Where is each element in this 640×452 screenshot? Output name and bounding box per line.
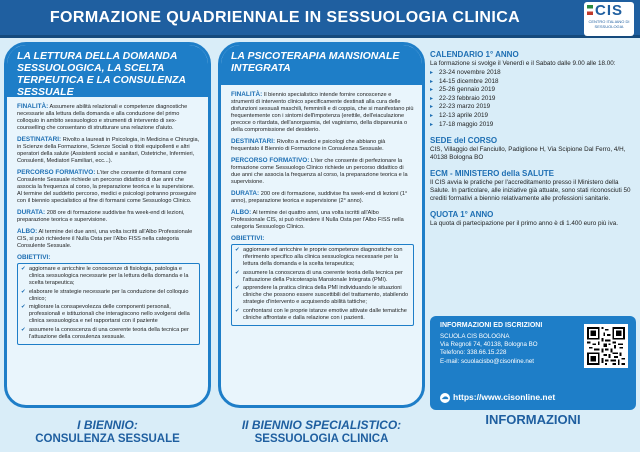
globe-icon: ☁: [441, 393, 449, 401]
list-item: ▸ 22-23 febbraio 2019: [430, 95, 636, 104]
list-item: ✔ assumere la conoscenza di una coerente teoria della tecnica per l'attuazione della Psicoterapia Mansionale Integrata (PMI).: [235, 270, 410, 284]
ecm-text: Il CIS avvia le pratiche per l'accreditamento presso il Ministero della Salute. In particolare, alle iniziative già attuate, sono stati riconosciuti 50 crediti formativi a biennio relativamente alle professioni sanitarie.: [430, 179, 631, 203]
durata-text: 200 ore di formazione, suddivise fra week-end di lezioni (1° anno), preparazione teorica e supervisione (2° anno).: [231, 191, 408, 204]
finalita-section: [231, 91, 414, 134]
first-biennium-panel: [4, 42, 211, 408]
info-caption: INFORMAZIONI: [485, 412, 581, 427]
list-item: ✔ apprendere la pratica clinica della PMI individuando le situazioni cliniche che possono essere suscettibili del trattamento, stabilendo strategie d'intervento e acquisendo abilità tattiche;: [235, 285, 410, 306]
list-item: ✔ migliorare la consapevolezza delle componenti personali, professionali e istituzionali che interagiscono nello svolgersi della clinica sessuologica e nel rapportarsi con il paziente: [21, 304, 196, 325]
panel-heading: LA LETTURA DELLA DOMANDA SESSUOLOGICA, LA SCELTA TERPEUTICA E LA CONSULENZA SESSUALE: [7, 45, 208, 97]
calendar-title: CALENDARIO 1° ANNO: [430, 50, 519, 59]
website-url: https://www.cisonline.net: [453, 392, 556, 402]
obiettivi-list: [231, 244, 414, 326]
percorso-section: [17, 169, 200, 205]
list-item: ▸ 12-13 aprile 2019: [430, 112, 636, 121]
percorso-label: PERCORSO FORMATIVO:: [17, 169, 96, 176]
finalita-label: FINALITÀ:: [17, 103, 49, 110]
caption-line: SESSUOLOGIA CLINICA: [254, 433, 389, 445]
ecm-title: ECM - MINISTERO della SALUTE: [430, 169, 555, 179]
sede-section: [430, 136, 636, 162]
list-item: ✔ confrontarsi con le proprie istanze emotive attivate dalle tematiche cliniche affrontate e dalla relazione con i pazienti.: [235, 308, 410, 322]
second-biennium-caption: [218, 418, 425, 446]
destinatari-section: [231, 138, 414, 153]
second-biennium-panel: [218, 42, 425, 408]
contact-box: [430, 316, 636, 410]
ecm-section: [430, 169, 636, 203]
sede-text: CIS, Villaggio del Fanciullo, Padiglione H, Via Scipione Dal Ferro, 4/H, 40138 Bologna BO: [430, 146, 626, 162]
header-bar: [0, 0, 640, 38]
durata-text: 208 ore di formazione suddivise fra week-end di lezioni, preparazione teorica e supervisione.: [17, 210, 185, 223]
albo-section: [231, 209, 414, 231]
list-item: ✔ aggiornare e arricchire le conoscenze di fisiologia, patologia e clinica sessuologica necessarie per la lettura della domanda e la scelta terapeutica;: [21, 266, 196, 287]
finalita-text: Il biennio specialistico intende fornire conoscenze e strumenti di intervento clinico specificamente destinati alla cura delle disfunzioni sessuali maschili, femminili e di coppia, che si manifestano più frequentemente con i sintomi dell'impotenza (erettile, dell'eiaculazione precoce o ritardata, dell'anorgasmia, del vaginismo, della dispareunia o della compromissione del desiderio.: [231, 92, 414, 133]
destinatari-text: Rivolto a laureati in Psicologia, in Medicina e Chirurgia, in Scienze della Formazione, Scienze Sociali o titoli equipollenti e altri operatori della salute (Assistenti sociali e sanitari, Ostetriche, Infermieri, Consulenti, Mediatori Familiari, ecc...).: [17, 137, 200, 164]
contact-details: [440, 333, 575, 366]
obiettivi-label: OBIETTIVI:: [17, 254, 51, 261]
quota-text: La quota di partecipazione per il primo anno è di 1.400 euro più iva.: [430, 220, 618, 228]
calendar-dates: [430, 69, 636, 129]
albo-label: ALBO:: [231, 209, 252, 216]
list-item: ▸ 25-26 gennaio 2019: [430, 86, 636, 95]
quota-section: [430, 210, 636, 228]
obiettivi-list: [17, 263, 200, 345]
caption-line: II BIENNIO SPECIALISTICO:: [241, 418, 402, 432]
caption-line: CONSULENZA SESSUALE: [35, 433, 180, 445]
obiettivi-label: OBIETTIVI:: [231, 235, 265, 242]
finalita-label: FINALITÀ:: [231, 91, 263, 98]
destinatari-label: DESTINATARI:: [17, 136, 62, 143]
quota-title: QUOTA 1° ANNO: [430, 210, 494, 220]
list-item: ✔ assumere la conoscenza di una coerente teoria della tecnica per l'attuazione della consulenza sessuale.: [21, 327, 196, 341]
qr-code-icon[interactable]: [584, 324, 628, 368]
destinatari-text: Rivolto a medici e psicologi che abbiano già frequentato il Biennio di Formazione in Consulenza Sessuale.: [231, 139, 386, 152]
page-title: FORMAZIONE QUADRIENNALE IN SESSUOLOGIA CLINICA: [49, 9, 521, 26]
durata-section: [231, 190, 414, 205]
website-link[interactable]: [440, 392, 555, 403]
percorso-section: [231, 157, 414, 186]
caption-line: I BIENNIO:: [77, 418, 138, 432]
percorso-label: PERCORSO FORMATIVO:: [231, 157, 310, 164]
italian-flag-icon: [587, 5, 593, 15]
list-item: ▸ 17-18 maggio 2019: [430, 121, 636, 130]
contact-line: SCUOLA CIS BOLOGNA: [440, 333, 510, 340]
percorso-text: L'iter che consente di perfezionare la formazione come Sessuologo Clinico richiede un percorso didattico di due anni che associa la frequenza al corso, la preparazione teorica e la supervisione.: [231, 158, 408, 185]
durata-section: [17, 209, 200, 224]
finalita-text: Assumere abilità relazionali e competenze diagnostiche necessarie alla lettura della domanda e alla conduzione del primo colloquio in ambito sessuologico e strumenti di intervento di sex-counselling che consentano di strutturare una relazione d'aiuto.: [17, 104, 188, 131]
contact-line: Via Regnoli 74, 40138, Bologna BO: [440, 341, 538, 349]
contact-email[interactable]: E-mail: scuolacisbo@cisonline.net: [440, 357, 534, 365]
logo-subtitle: CENTRO ITALIANO DI SESSUOLOGIA: [588, 19, 630, 29]
contact-line: Telefono: 338.66.15.228: [440, 349, 507, 357]
calendar-intro: La formazione si svolge il Venerdì e il Sabato dalle 9.00 alle 18.00:: [430, 60, 616, 67]
durata-label: DURATA:: [231, 190, 260, 197]
info-column: [430, 50, 636, 235]
list-item: ▸ 14-15 dicembre 2018: [430, 78, 636, 87]
albo-section: [17, 228, 200, 250]
destinatari-section: [17, 136, 200, 165]
destinatari-label: DESTINATARI:: [231, 138, 276, 145]
first-biennium-caption: [4, 418, 211, 446]
albo-text: Al termine dei quattro anni, una volta iscritti all'Albo Professionale CIS, si può richiedere il Nulla Osta per l'Albo FISS nella categoria Sessuologo Clinico.: [231, 210, 404, 230]
list-item: ▸ 23-24 novembre 2018: [430, 69, 636, 78]
contact-title: INFORMAZIONI ED ISCRIZIONI: [440, 322, 543, 329]
finalita-section: [17, 103, 200, 132]
durata-label: DURATA:: [17, 209, 46, 216]
percorso-text: L'iter che consente di formarsi come Consulente Sessuale richiede un percorso didattico di due anni che associa la frequenza al corso, la preparazione teorica e la supervisione. Al termine del suddetto percorso, medici e psicologi potranno proseguire con il biennio specialistico al fine di formarsi come Sessuologo Clinico.: [17, 170, 197, 204]
list-item: ▸ 22-23 marzo 2019: [430, 103, 636, 112]
cis-logo: [584, 2, 634, 36]
calendar-section: [430, 50, 636, 129]
list-item: ✔ aggiornare ed arricchire le proprie competenze diagnostiche con riferimento specifico alla clinica sessuologica necessarie per la lettura della domanda e la scelta terapeutica;: [235, 247, 410, 268]
albo-label: ALBO:: [17, 228, 38, 235]
logo-text: CIS: [594, 2, 623, 19]
sede-title: SEDE del CORSO: [430, 136, 498, 146]
panel-heading: LA PSICOTERAPIA MANSIONALE INTEGRATA: [221, 45, 422, 85]
albo-text: Al termine dei due anni, una volta iscritti all'Albo Professionale CIS, si può richiedere il Nulla Osta per l'Albo FISS nella categoria Consulente Sessuale.: [17, 229, 193, 249]
list-item: ✔ elaborare le strategie necessarie per la conduzione del colloquio clinico;: [21, 289, 196, 303]
